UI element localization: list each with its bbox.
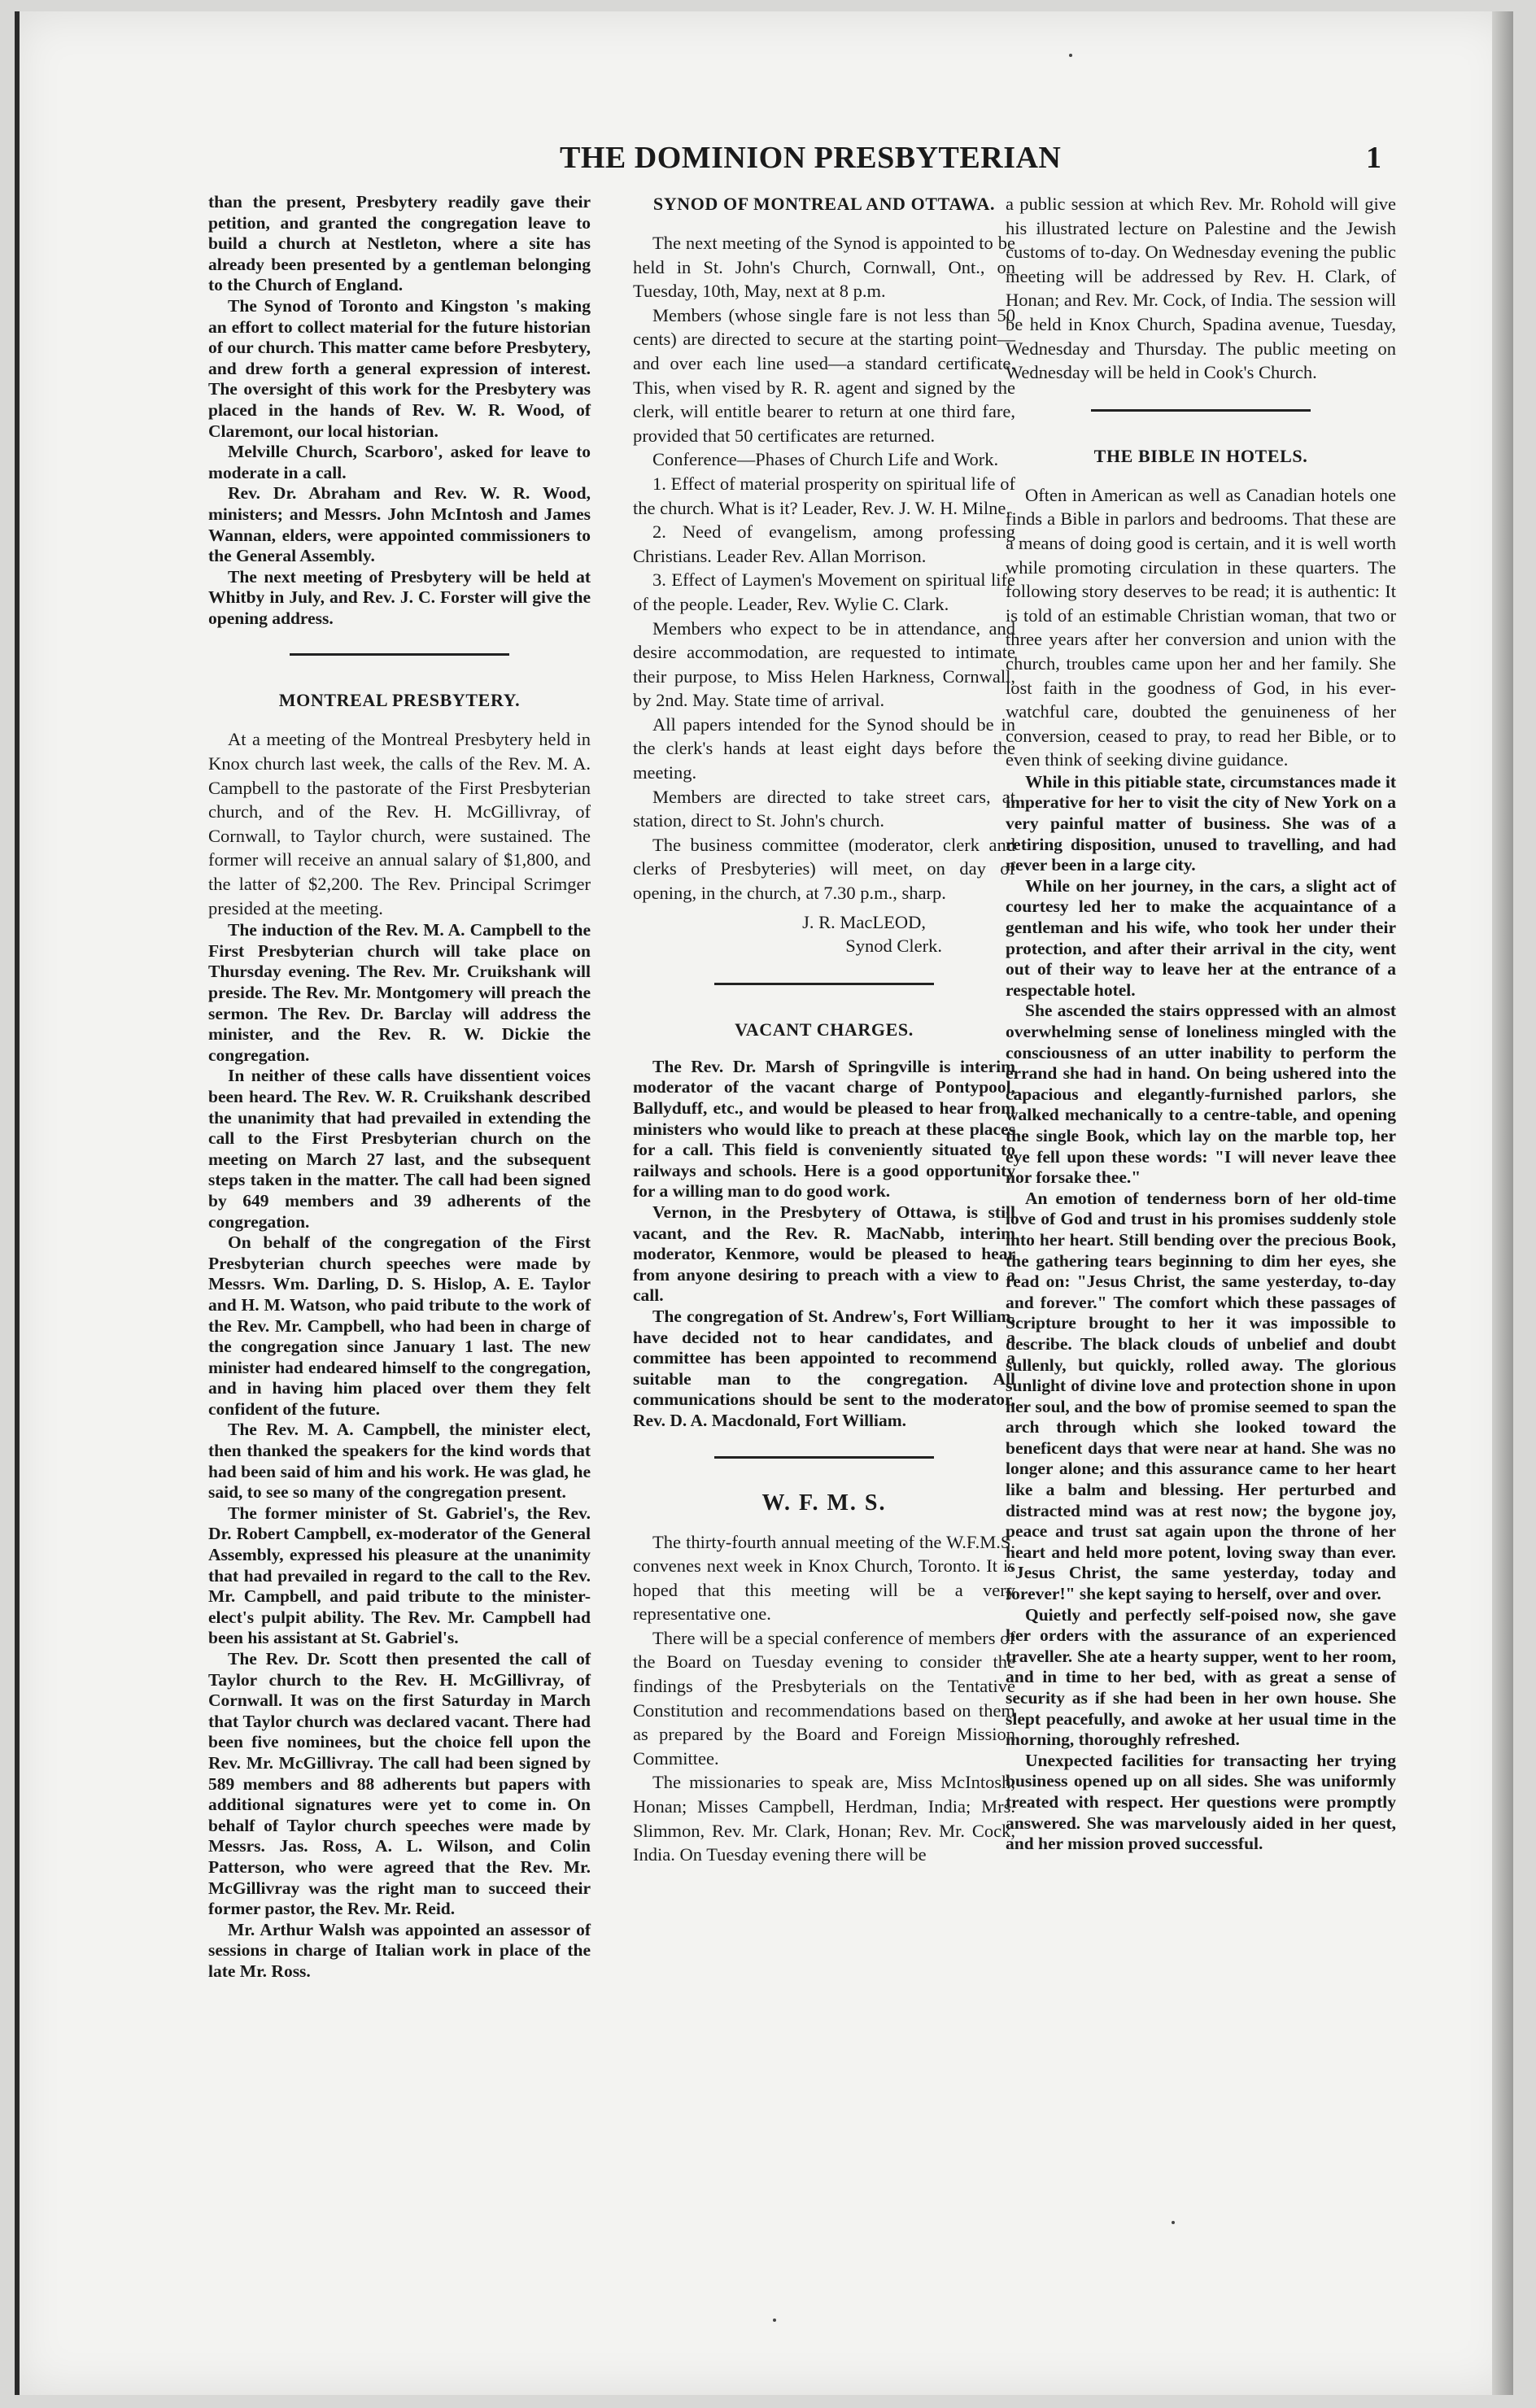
newspaper-page xyxy=(15,11,1513,2395)
paragraph: The former minister of St. Gabriel's, the Rev. Dr. Robert Campbell, ex-moderator of the General Assembly, expressed his pleasure at the unanimity that had prevailed in regard to the call to the Rev. Mr. Campbell, and paid tribute to the minister-elect's pulpit ability. The Rev. Mr. Campbell had been his assistant at St. Gabriel's. xyxy=(208,1503,591,1648)
masthead-title: THE DOMINION PRESBYTERIAN xyxy=(560,141,1062,175)
paragraph: Often in American as well as Canadian hotels one finds a Bible in parlors and bedrooms. That these are a means of doing good is certain, and it is well worth while promoting circulation in these quarters. The following story deserves to be read; it is authentic: It is told of an estimable Christian woman, that two or three years after her conversion and union with the church, troubles came upon her and her family. She lost faith in the goodness of God, in his ever-watchful care, doubted the genuineness of her conversion, ceased to pray, to read her Bible, or to even think of seeking divine guidance. xyxy=(1006,484,1396,770)
paragraph: Unexpected facilities for transacting her trying business opened up on all sides. She was uniformly treated with respect. Her questions were promptly answered. She was marvelously aided in her quest, and her mission proved successful. xyxy=(1006,1750,1396,1854)
paragraph: Mr. Arthur Walsh was appointed an assessor of sessions in charge of Italian work in place of the late Mr. Ross. xyxy=(208,1919,591,1981)
paragraph: She ascended the stairs oppressed with an almost overwhelming sense of loneliness mingled with the consciousness of an utter inability to perform the errand she had in hand. On being ushered into the capacious and elegantly-furnished parlors, she walked mechanically to a centre-table, and opening the single Book, which lay on the marble top, her eye fell upon these words: "I will never leave thee nor forsake thee." xyxy=(1006,1001,1396,1188)
montreal-presbytery-body xyxy=(208,920,591,1982)
whitby-presbytery-continuation xyxy=(208,192,591,629)
paragraph: a public session at which Rev. Mr. Rohold will give his illustrated lecture on Palestine and the Jewish customs of to-day. On Wednesday evening the public meeting will be addressed by Rev. H. Clark, of Honan; and Rev. Mr. Cock, of India. The session will be held in Knox Church, Spadina avenue, Tuesday, Wednesday and Thursday. The public meeting on Wednesday will be held in Cook's Church. xyxy=(1006,194,1396,383)
paragraph: Members who expect to be in attendance, and desire accommodation, are requested to intimate their purpose, to Miss Helen Harkness, Cornwall, by 2nd. May. State time of arrival. xyxy=(633,617,1015,711)
heading-wfms: W. F. M. S. xyxy=(761,1490,887,1516)
paragraph: Conference—Phases of Church Life and Work. xyxy=(652,449,999,470)
section-divider xyxy=(714,983,934,985)
paragraph: On behalf of the congregation of the First Presbyterian church speeches were made by Messrs. Wm. Darling, D. S. Hislop, A. E. Taylor and H. M. Watson, who paid tribute to the work of the Rev. Mr. Campbell, who had been in charge of the congregation since January 1 last. The new minister had endeared himself to the congregation, and in having him placed over them they felt confident of the future. xyxy=(208,1232,591,1419)
page-right-edge xyxy=(1492,11,1513,2395)
paragraph: While in this pitiable state, circumstances made it imperative for her to visit the city of New York on a very painful matter of business. She was of a retiring disposition, unused to travelling, and had never been in a large city. xyxy=(1006,771,1396,875)
column-3 xyxy=(1006,192,1396,1855)
paragraph: The thirty-fourth annual meeting of the W.F.M.S. convenes next week in Knox Church, Toronto. It is hoped that this meeting will be a very representative one. xyxy=(633,1531,1015,1625)
heading-montreal-presbytery: MONTREAL PRESBYTERY. xyxy=(278,690,521,711)
paragraph: While on her journey, in the cars, a slight act of courtesy led her to make the acquaintance of a gentleman and his wife, who took her under their protection, and after their arrival in the city, went out of their way to leave her at the entrance of a respectable hotel. xyxy=(1006,875,1396,1000)
paragraph: Members (whose single fare is not less than 50 cents) are directed to secure at the starting point—and over each line used—a standard certificate. This, when vised by R. R. agent and signed by the clerk, will entitle bearer to return at one third fare, provided that 50 certificates are returned. xyxy=(633,304,1015,446)
section-divider xyxy=(290,653,509,656)
paragraph: Rev. Dr. Abraham and Rev. W. R. Wood, ministers; and Messrs. John McIntosh and James Wannan, elders, were appointed commissioners to the General Assembly. xyxy=(208,483,591,566)
paragraph: The Rev. M. A. Campbell, the minister elect, then thanked the speakers for the kind words that had been said of him and his work. He was glad, he said, to see so many of the congregation present. xyxy=(208,1420,591,1503)
signature-name: J. R. MacLEOD, xyxy=(802,911,926,932)
paragraph: The next meeting of Presbytery will be held at Whitby in July, and Rev. J. C. Forster will give the opening address. xyxy=(208,566,591,628)
signature-title: Synod Clerk. xyxy=(845,936,942,957)
paragraph: 1. Effect of material prosperity on spiritual life of the church. What is it? Leader, Rev. J. W. H. Milne. xyxy=(633,473,1015,518)
vacant-charges-body xyxy=(633,1057,1015,1432)
paragraph: Quietly and perfectly self-poised now, she gave her orders with the assurance of an experienced traveller. She ate a hearty supper, went to her room, and in time to her bed, with as great a sense of security as if she had been in her own house. She slept peacefully, and awoke at her usual time in the morning, thoroughly refreshed. xyxy=(1006,1604,1396,1750)
bible-in-hotels-body xyxy=(1006,772,1396,1855)
ink-speck xyxy=(1069,54,1072,57)
paragraph: The congregation of St. Andrew's, Fort William, have decided not to hear candidates, and a committee has been appointed to recommend a suitable man to the congregation. All communications should be sent to the moderator, Rev. D. A. Macdonald, Fort William. xyxy=(633,1306,1015,1430)
section-divider xyxy=(1091,409,1311,412)
heading-synod: SYNOD OF MONTREAL AND OTTAWA. xyxy=(652,194,996,214)
ink-speck xyxy=(1172,2221,1175,2224)
page-header xyxy=(535,140,1398,189)
paragraph: Melville Church, Scarboro', asked for leave to moderate in a call. xyxy=(208,442,591,482)
paragraph: The next meeting of the Synod is appointed to be held in St. John's Church, Cornwall, Ont., on Tuesday, 10th, May, next at 8 p.m. xyxy=(633,233,1015,302)
paragraph: The Rev. Dr. Marsh of Springville is interim moderator of the vacant charge of Pontypool, Ballyduff, etc., and would be pleased to hear from ministers who would like to preach at these places for a call. This field is conveniently situated to railways and schools. Here is a good opportunity for a willing man to do good work. xyxy=(633,1056,1015,1202)
page-left-edge xyxy=(15,11,20,2395)
paragraph: In neither of these calls have dissentient voices been heard. The Rev. W. R. Cruikshank described the unanimity that had prevailed in extending the call to the First Presbyterian church on the meeting on March 27 last, and the subsequent steps taken in the matter. The call had been signed by 649 members and 39 adherents of the congregation. xyxy=(208,1066,591,1232)
paragraph: 2. Need of evangelism, among professing Christians. Leader Rev. Allan Morrison. xyxy=(633,521,1015,566)
paragraph: All papers intended for the Synod should be in the clerk's hands at least eight days before the meeting. xyxy=(633,713,1015,783)
paragraph: An emotion of tenderness born of her old-time love of God and trust in his promises suddenly stole into her heart. Still bending over the precious Book, the gathering tears beginning to dim her eyes, she read on: "Jesus Christ, the same yesterday, to-day and forever." The comfort which these passages of Scripture brought to her it was impossible to describe. The black clouds of unbelief and doubt sullenly, but quickly, rolled away. The glorious sunlight of divine love and protection shone in upon her soul, and the bow of promise seemed to span the arch through which she looked toward the beneficent days that were near at hand. She was no longer alone; and this assurance came to her heart like a balm and blessing. Her perturbed and distracted mind was at rest now; the bygone joy, peace and trust sat again upon the throne of her heart and held more potent, loving sway than ever. "Jesus Christ, the same yesterday, today and forever!" she kept saying to herself, over and over. xyxy=(1006,1188,1396,1604)
paragraph: The missionaries to speak are, Miss McIntosh, Honan; Misses Campbell, Herdman, India; Mrs. Slimmon, Rev. Mr. Clark, Honan; Rev. Mr. Cock, India. On Tuesday evening there will be xyxy=(633,1772,1015,1865)
paragraph: The Rev. Dr. Scott then presented the call of Taylor church to the Rev. H. McGillivray, of Cornwall. It was on the first Saturday in March that Taylor church was declared vacant. There had been five nominees, but the choice fell upon the Rev. Mr. McGillivray. The call had been signed by 589 members and 88 adherents but papers with additional signatures were yet to come in. On behalf of Taylor church speeches were made by Messrs. Jas. Ross, A. L. Wilson, and Colin Patterson, who were agreed that the Rev. Mr. McGillivray was the right man to succeed their former pastor, the Rev. Mr. Reid. xyxy=(208,1649,591,1919)
paragraph: The Synod of Toronto and Kingston 's making an effort to collect material for the future historian of our church. This matter came before Presbytery, and drew forth a general expression of interest. The oversight of this work for the Presbytery was placed in the hands of Rev. W. R. Wood, of Claremont, our local historian. xyxy=(208,295,591,441)
ink-speck xyxy=(773,2319,776,2322)
paragraph: The business committee (moderator, clerk and clerks of Presbyteries) will meet, on day of opening, in the church, at 7.30 p.m., sharp. xyxy=(633,834,1015,904)
paragraph: than the present, Presbytery readily gave their petition, and granted the congregation leave to build a church at Nestleton, where a site has already been presented by a gentleman belonging to the Church of England. xyxy=(208,192,591,295)
paragraph: Members are directed to take street cars, at station, direct to St. John's church. xyxy=(633,786,1015,831)
paragraph: The induction of the Rev. M. A. Campbell to the First Presbyterian church will take place on Thursday evening. The Rev. Mr. Cruikshank will preside. The Rev. Mr. Montgomery will preach the sermon. The Rev. Dr. Barclay will address the minister, and the Rev. R. W. Dickie the congregation. xyxy=(208,920,591,1065)
paragraph: At a meeting of the Montreal Presbytery held in Knox church last week, the calls of the Rev. M. A. Campbell to the pastorate of the First Presbyterian church, and of the Rev. H. McGillivray, of Cornwall, to Taylor church, were sustained. The former will receive an annual salary of $1,800, and the latter of $2,200. The Rev. Principal Scrimger presided at the meeting. xyxy=(208,729,591,918)
section-divider xyxy=(714,1456,934,1459)
page-number: 1 xyxy=(1366,141,1381,175)
paragraph: 3. Effect of Laymen's Movement on spiritual life of the people. Leader, Rev. Wylie C. Clark. xyxy=(633,569,1015,614)
heading-vacant-charges: VACANT CHARGES. xyxy=(735,1019,914,1040)
column-1 xyxy=(208,192,591,1983)
column-2 xyxy=(633,192,1015,1867)
paragraph: Vernon, in the Presbytery of Ottawa, is still vacant, and the Rev. R. MacNabb, interim moderator, Kenmore, would be pleased to hear from anyone desiring to preach with a view to a call. xyxy=(633,1202,1015,1306)
paragraph: There will be a special conference of members of the Board on Tuesday evening to consider the findings of the Presbyterials on the Tentative Constitution and recommendations based on them as prepared by the Board and Foreign Mission Committee. xyxy=(633,1627,1015,1769)
heading-bible-in-hotels: THE BIBLE IN HOTELS. xyxy=(1093,445,1308,466)
